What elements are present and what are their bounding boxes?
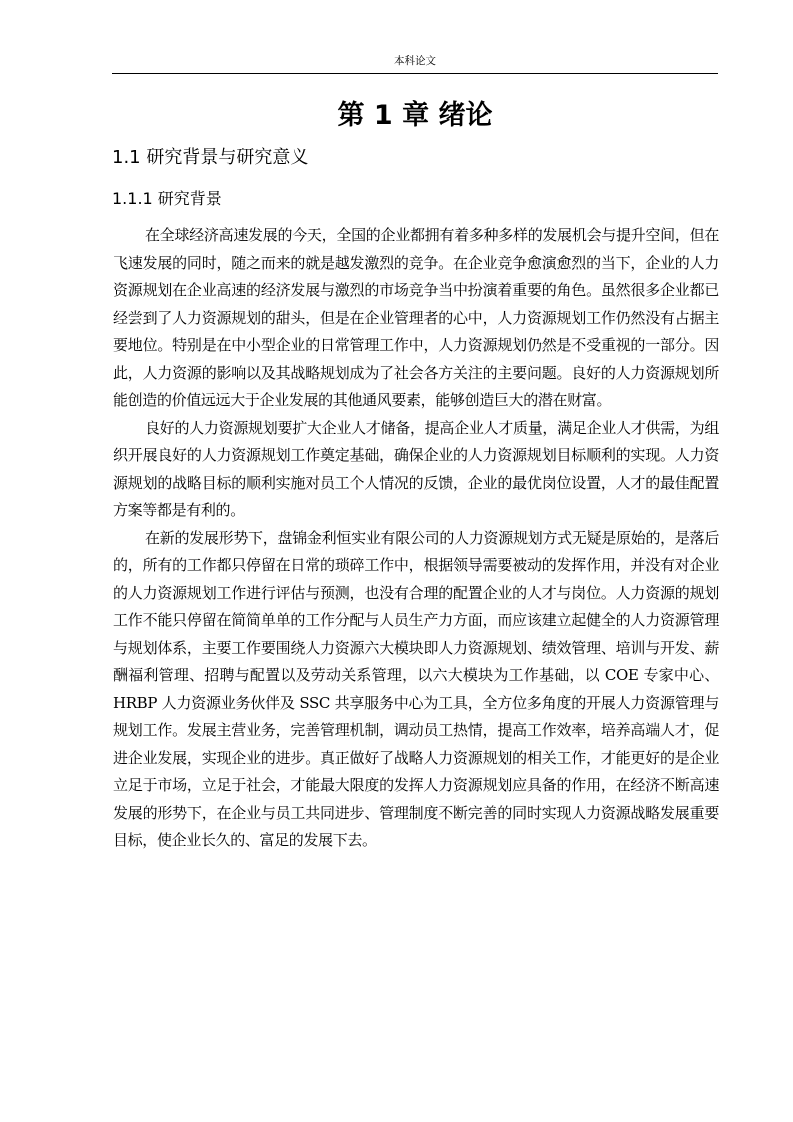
- section-title: 1.1 研究背景与研究意义: [112, 147, 309, 168]
- chapter-title: 第 1 章 绪论: [337, 100, 493, 131]
- subsection-title: 1.1.1 研究背景: [112, 189, 222, 208]
- paragraph-3: 在新的发展形势下，盘锦金利恒实业有限公司的人力资源规划方式无疑是原始的，是落后的，所有的工作都只停留在日常的琐碎工作中，根据领导需要被动的发挥作用，并没有对企业的人力资源规划工作进行评估与预测，也没有合理的配置企业的人才与岗位。人力资源的规划工作不能只停留在简简单单的工作分配与人员生产力方面，而应该建立起健全的人力资源管理与规划体系，主要工作要围绕人力资源六大模块即人力资源规划、绩效管理、培训与开发、薪酬福利管理、招聘与配置以及劳动关系管理，以六大模块为工作基础，以 COE 专家中心、HRBP 人力资源业务伙伴及 SSC 共享服务中心为工具，全方位多角度的开展人力资源管理与规划工作。发展主营业务，完善管理机制，调动员工热情，提高工作效率，培养高端人才，促进企业发展，实现企业的进步。真正做好了战略人力资源规划的相关工作，才能更好的是企业立足于市场，立足于社会，才能最大限度的发挥人力资源规划应具备的作用，在经济不断高速发展的形势下，在企业与员工共同进步、管理制度不断完善的同时实现人力资源战略发展重要目标，使企业长久的、富足的发展下去。: [113, 528, 719, 849]
- body-text: [113, 222, 719, 855]
- running-header: 本科论文: [394, 55, 436, 67]
- paragraph-1: 在全球经济高速发展的今天，全国的企业都拥有着多种多样的发展机会与提升空间，但在飞速发展的同时，随之而来的就是越发激烈的竞争。在企业竞争愈演愈烈的当下，企业的人力资源规划在企业高速的经济发展与激烈的市场竞争当中扮演着重要的角色。虽然很多企业都已经尝到了人力资源规划的甜头，但是在企业管理者的心中，人力资源规划工作仍然没有占据主要地位。特别是在中小型企业的日常管理工作中，人力资源规划仍然是不受重视的一部分。因此，人力资源的影响以及其战略规划成为了社会各方关注的主要问题。良好的人力资源规划所能创造的价值远远大于企业发展的其他通风要素，能够创造巨大的潜在财富。: [113, 226, 719, 409]
- header-divider: [112, 73, 718, 74]
- paragraph-2: 良好的人力资源规划要扩大企业人才储备，提高企业人才质量，满足企业人才供需，为组织开展良好的人力资源规划工作奠定基础，确保企业的人力资源规划目标顺利的实现。人力资源规划的战略目标的顺利实施对员工个人情况的反馈，企业的最优岗位设置，人才的最佳配置方案等都是有利的。: [113, 418, 719, 519]
